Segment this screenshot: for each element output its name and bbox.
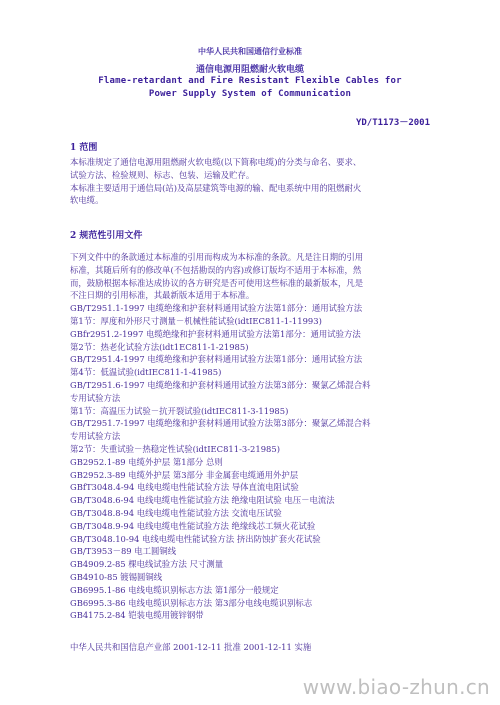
issuing-body-header: 中华人民共和国通信行业标准 bbox=[198, 46, 302, 56]
section-1-heading: 1 范围 bbox=[70, 143, 98, 153]
reference-line: GB6995.1-86 电线电缆识别标志方法 第1部分一般规定 bbox=[70, 584, 279, 595]
section-2-body bbox=[70, 251, 435, 622]
text-line: 本标准规定了通信电源用阻燃耐火软电缆(以下简称电缆)的分类与命名、要求、 bbox=[70, 157, 362, 167]
section-2-heading: 2 规范性引用文件 bbox=[70, 231, 143, 241]
reference-line: 专用试验方法 bbox=[70, 431, 121, 442]
reference-line: GB2952.1-89 电缆外护层 第1部分 总则 bbox=[70, 456, 223, 467]
reference-line: GBfr2951.2-1997 电缆绝缘和护套材料通用试验方法第1部分：通用试验方法 bbox=[70, 328, 361, 339]
reference-line: GB/T3953－89 电工圆铜线 bbox=[70, 546, 177, 557]
reference-line: 第4节：低温试验(idtIEC811-1-41985) bbox=[70, 367, 222, 378]
text-line: 下列文件中的条款通过本标准的引用而构成为本标准的条款。凡是注日期的引用 bbox=[70, 252, 364, 262]
text-line: 不注日期的引用标准，其最新版本适用于本标准。 bbox=[70, 290, 255, 301]
reference-line: GB4909.2-85 棵电线试验方法 尺寸测量 bbox=[70, 559, 224, 570]
watermark-text: www.biao-zhun.cn bbox=[302, 675, 490, 699]
approval-footer: 中华人民共和国信息产业部 2001-12-11 批准 2001-12-11 实施 bbox=[70, 642, 312, 652]
reference-line: GBfT3048.4-94 电线电缆电性能试验方法 导体直流电阻试验 bbox=[70, 482, 299, 493]
reference-line: 第2节：热老化试验方法(idt1EC811-1-21985) bbox=[70, 341, 249, 352]
reference-line: GB4910-85 镀锡圆铜线 bbox=[70, 571, 163, 582]
reference-line: GB/T3048.8-94 电线电缆电性能试验方法 交流电压试验 bbox=[70, 507, 282, 518]
standard-code: YD/T1173－2001 bbox=[355, 118, 430, 128]
text-line: 试验方法、检验规则、标志、包装、运输及贮存。 bbox=[70, 169, 255, 180]
reference-line: GB4175.2-84 铠装电缆用镀锌钢带 bbox=[70, 610, 204, 621]
reference-line: 第1节：高温压力试验－抗开裂试验(idtIEC811-3-11985) bbox=[70, 405, 289, 416]
document-title-english-line-2: Power Supply System of Communication bbox=[148, 89, 352, 99]
reference-line: GB/T2951.6-1997 电缆绝缘和护套材料通用试验方法第3部分：聚氯乙烯混合料 bbox=[70, 379, 371, 390]
text-line: 标准，其随后所有的修改单(不包括勘误的内容)或修订版均不适用于本标准，然 bbox=[70, 264, 362, 275]
document-title-chinese: 通信电源用阻燃耐火软电缆 bbox=[195, 65, 304, 75]
reference-line: GB/T2951.1-1997 电缆绝缘和护套材料通用试验方法第1部分：通用试验方法 bbox=[70, 303, 363, 314]
reference-line: GB2952.3-89 电缆外护层 第3部分 非金属套电缆通用外护层 bbox=[70, 469, 299, 480]
reference-line: GB6995.3-86 电线电缆识别标志方法 第3部分电线电缆识别标志 bbox=[70, 597, 313, 608]
text-line: 而，鼓励根据本标准达成协议的各方研究是否可使用这些标准的最新版本，凡是 bbox=[70, 277, 364, 288]
reference-line: GB/T3048.10-94 电线电缆电性能试验方法 挤出防蚀扩套火花试验 bbox=[70, 533, 321, 544]
reference-line: GB/T3048.9-94 电线电缆电性能试验方法 绝缘线芯工频火花试验 bbox=[70, 520, 316, 531]
text-line: 本标准主要适用于通信局(站)及高层建筑等电源的输、配电系统中用的阻燃耐火 bbox=[70, 182, 362, 193]
reference-line: 第1节：厚度和外形尺寸测量－机械性能试验(idtIEC811-1-11993) bbox=[70, 315, 322, 326]
reference-line: GB/T2951.4-1997 电缆绝缘和护套材料通用试验方法第1部分：通用试验方法 bbox=[70, 354, 363, 365]
reference-line: GB/T2951.7-1997 电缆绝缘和护套材料通用试验方法第3部分：聚氯乙烯混合料 bbox=[70, 418, 371, 429]
reference-line: GB/T3048.6-94 电线电缆电性能试验方法 绝缘电阻试验 电压－电流法 bbox=[70, 495, 335, 506]
reference-line: 专用试验方法 bbox=[70, 392, 121, 403]
document-title-english-line-1: Flame-retardant and Fire Resistant Flexible Cables for bbox=[98, 76, 402, 86]
section-1-body bbox=[70, 156, 435, 207]
reference-line: 第2节：失重试验－热稳定性试验(idtIEC811-3-21985) bbox=[70, 443, 280, 454]
text-line: 软电缆。 bbox=[70, 195, 104, 206]
